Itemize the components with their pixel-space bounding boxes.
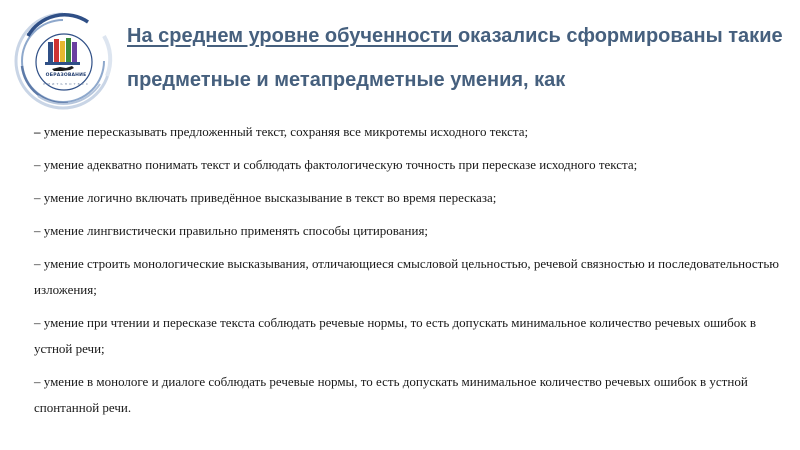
list-item-text: умение в монологе и диалоге соблюдать речевые нормы, то есть допускать минимальное количество речевых ошибок в устной спонтанной речи.: [34, 374, 748, 415]
dash-bullet: –: [34, 124, 41, 139]
list-item-text: умение логично включать приведённое высказывание в текст во время пересказа;: [40, 190, 497, 205]
dash-bullet: –: [34, 315, 41, 330]
list-item: [34, 185, 784, 211]
list-item-text: умение при чтении и пересказе текста соблюдать речевые нормы, то есть допускать минимальное количество речевых ошибок в устной речи;: [34, 315, 756, 356]
dash-bullet: –: [34, 374, 41, 389]
list-item-text: умение лингвистически правильно применять способы цитирования;: [40, 223, 429, 238]
dash-bullet: –: [34, 223, 41, 238]
skills-list: [34, 119, 784, 428]
title-underlined-part: На среднем уровне обученности: [127, 25, 458, 47]
logo-subcaption: Е М И Т Ь Н О Т В Е С: [43, 82, 89, 86]
dash-bullet: –: [34, 157, 41, 172]
list-item: [34, 251, 784, 303]
list-item: [34, 119, 784, 145]
list-item-text: умение строить монологические высказывания, отличающиеся смысловой цельностью, речевой связностью и последовательностью изложения;: [34, 256, 780, 297]
logo-caption: ОБРАЗОВАНИЕ: [45, 73, 87, 78]
list-item: [34, 218, 784, 244]
slide-title: [127, 14, 787, 102]
organization-logo: [8, 6, 118, 116]
list-item: [34, 369, 784, 421]
list-item-text: умение пересказывать предложенный текст, сохраняя все микротемы исходного текста;: [40, 124, 529, 139]
list-item: [34, 152, 784, 178]
book-stack-logo-icon: [8, 6, 118, 116]
list-item: [34, 310, 784, 362]
dash-bullet: –: [34, 190, 41, 205]
list-item-text: умение адекватно понимать текст и соблюдать фактологическую точность при пересказе исходного текста;: [40, 157, 638, 172]
title-rest-part: оказались сформированы такие предметные и метапредметные умения, как: [127, 25, 783, 91]
dash-bullet: –: [34, 256, 41, 271]
